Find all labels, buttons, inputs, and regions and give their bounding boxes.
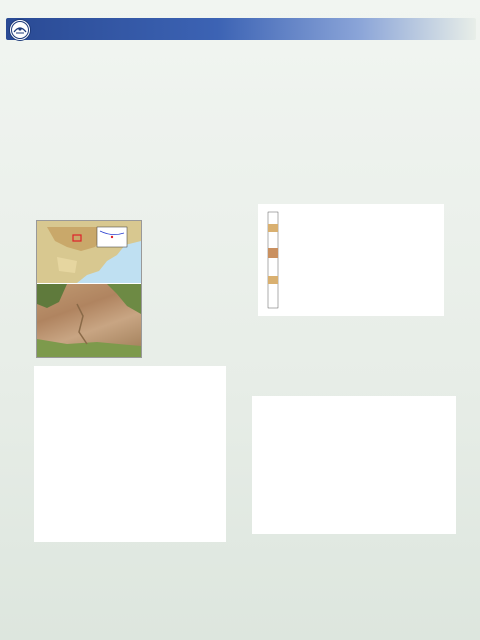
fig2-strat-column [268, 212, 278, 308]
lab-logo-icon [9, 19, 31, 41]
fig1-map [37, 221, 141, 283]
figure-1 [36, 220, 142, 358]
page-header [0, 0, 480, 40]
figure-2 [258, 204, 444, 316]
figure-4 [252, 396, 456, 534]
fig1-photo [37, 284, 141, 357]
figure-3 [34, 366, 226, 542]
header-bar [6, 18, 476, 40]
